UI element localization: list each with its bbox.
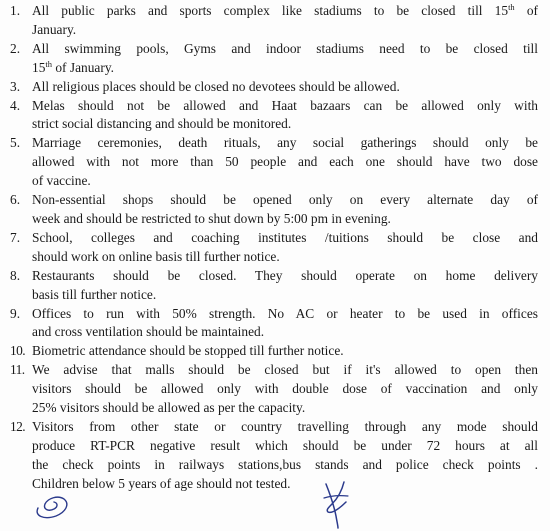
text-line (32, 399, 538, 418)
list-item-number: 8. (10, 267, 21, 283)
handwritten-signature-icon (316, 480, 360, 530)
list-item-number: 3. (10, 78, 21, 94)
list-item-text (32, 40, 538, 78)
text-segment: Melas should not be allowed and Haat bazaars can be allowed only with (32, 97, 538, 113)
text-segment: All swimming pools, Gyms and indoor stadiums need to be closed till (32, 40, 538, 56)
list-item (10, 78, 538, 97)
text-line (32, 361, 538, 380)
handwritten-initial-icon (30, 488, 74, 522)
text-line (32, 172, 538, 191)
text-segment: strict social distancing and should be monitored. (32, 116, 292, 132)
list-item (10, 267, 538, 305)
list-item (10, 418, 538, 494)
text-segment: visitors should be allowed only with double dose of vaccination and only (32, 381, 538, 397)
list-item (10, 229, 538, 267)
list-item (10, 97, 538, 135)
text-line (32, 380, 538, 399)
list-item (10, 342, 538, 361)
text-line (32, 78, 538, 97)
list-item (10, 40, 538, 78)
text-line (32, 59, 538, 78)
list-item-text (32, 361, 538, 418)
list-item-text (32, 134, 538, 191)
list-item-number: 5. (10, 135, 21, 151)
list-item-number: 6. (10, 192, 21, 208)
list-item (10, 305, 538, 343)
text-line (32, 134, 538, 153)
text-segment: All public parks and sports complex like stadiums to be closed till 15 (32, 3, 509, 18)
text-segment: All religious places should be closed no devotees should be allowed. (32, 78, 400, 94)
text-line (32, 97, 538, 116)
text-segment: Visitors from other state or country travelling through any mode should (32, 418, 538, 434)
text-segment: 15 (32, 59, 46, 75)
text-line (32, 456, 538, 475)
text-line (32, 305, 538, 324)
text-line (32, 286, 538, 305)
text-line (32, 229, 538, 248)
text-segment: Offices to run with 50% strength. No AC or heater to be used in offices (32, 305, 538, 321)
list-item-text (32, 229, 538, 267)
text-segment: allowed with not more than 50 people and each one should have two dose (32, 154, 538, 170)
list-item-number: 12. (10, 418, 25, 434)
list-item-text (32, 97, 538, 135)
text-segment: Children below 5 years of age should not tested. (32, 475, 291, 491)
text-segment: Restaurants should be closed. They should operate on home delivery (32, 267, 538, 283)
list-item-text (32, 267, 538, 305)
text-line (32, 153, 538, 172)
text-segment: of (514, 3, 538, 18)
list-item-text (32, 2, 538, 40)
text-segment: basis till further notice. (32, 286, 157, 302)
text-line (32, 115, 538, 134)
list-item-number: 1. (10, 3, 21, 18)
text-line (32, 2, 538, 21)
list-item (10, 361, 538, 418)
text-line (32, 342, 538, 361)
list-item (10, 134, 538, 191)
guidelines-list (10, 2, 538, 494)
list-item (10, 2, 538, 40)
text-line (32, 323, 538, 342)
ordinal-suffix: th (508, 2, 515, 12)
text-segment: School, colleges and coaching institutes /tuitions should be close and (32, 229, 538, 245)
list-item (10, 191, 538, 229)
list-item-number: 4. (10, 97, 21, 113)
list-item-number: 2. (10, 40, 21, 56)
text-segment: We advise that malls should be closed but if it's allowed to open then (32, 362, 538, 378)
list-item-text (32, 305, 538, 343)
text-segment: Non-essential shops should be opened only on every alternate day of (32, 192, 538, 208)
text-segment: of January. (52, 59, 114, 75)
text-segment: produce RT-PCR negative result which should be under 72 hours at all (32, 437, 538, 453)
text-line (32, 21, 538, 40)
text-segment: week and should be restricted to shut down by 5:00 pm in evening. (32, 210, 391, 226)
list-item-number: 9. (10, 305, 21, 321)
list-item-text (32, 418, 538, 494)
text-segment: Biometric attendance should be stopped till further notice. (32, 343, 344, 359)
text-line (32, 248, 538, 267)
text-segment: should work on online basis till further notice. (32, 248, 280, 264)
list-item-number: 10. (10, 343, 25, 359)
text-line (32, 210, 538, 229)
list-item-number: 11. (10, 362, 25, 378)
text-segment: the check points in railways stations,bus stands and police check points . (32, 456, 538, 472)
ordinal-suffix: th (45, 58, 53, 69)
text-line (32, 267, 538, 286)
text-line (32, 475, 538, 494)
list-item-text (32, 342, 538, 361)
text-segment: and cross ventilation should be maintained. (32, 324, 265, 340)
text-segment: Marriage ceremonies, death rituals, any social gatherings should only be (32, 135, 538, 151)
list-item-text (32, 78, 538, 97)
text-line (32, 191, 538, 210)
text-line (32, 40, 538, 59)
text-segment: of vaccine. (32, 173, 91, 189)
text-line (32, 418, 538, 437)
list-item-text (32, 191, 538, 229)
text-segment: 25% visitors should be allowed as per the capacity. (32, 400, 306, 416)
text-segment: January. (32, 21, 77, 37)
text-line (32, 437, 538, 456)
list-item-number: 7. (10, 229, 21, 245)
